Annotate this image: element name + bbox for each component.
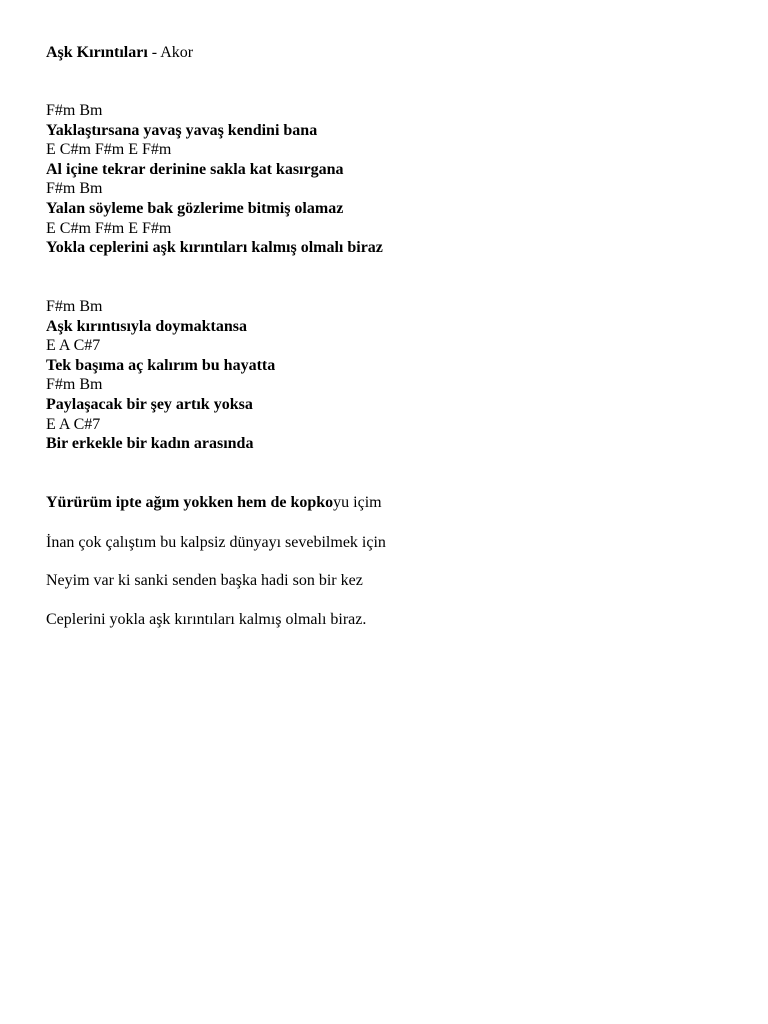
extra-lyric-1-regular: yu içim [333,494,382,511]
chord-line: E A C#7 [46,337,101,355]
song-name: Aşk Kırıntıları [46,44,148,61]
lyric-line: Tek başıma aç kalırım bu hayatta [46,356,276,374]
song-kind: Akor [160,44,194,61]
title-separator: - [147,44,161,61]
chord-line: E C#m F#m E F#m [46,141,172,159]
lyric-line: Paylaşacak bir şey artık yoksa [46,395,253,413]
lyric-line: Yalan söyleme bak gözlerime bitmiş olamaz [46,199,344,217]
extra-lyric-3: Neyim var ki sanki senden başka hadi son bir kez [46,572,363,589]
verse-2 [46,297,275,454]
chord-line: E C#m F#m E F#m [46,219,172,237]
extra-lyric-2: İnan çok çalıştım bu kalpsiz dünyayı sevebilmek için [46,534,386,551]
chord-line: E A C#7 [46,415,101,433]
lyric-line: Yaklaştırsana yavaş yavaş kendini bana [46,121,318,139]
lyric-line: Yokla ceplerini aşk kırıntıları kalmış olmalı biraz [46,239,383,257]
lyric-line: Bir erkekle bir kadın arasında [46,435,254,453]
lyric-line: Aşk kırıntısıyla doymaktansa [46,317,247,335]
chord-line: F#m Bm [46,376,103,394]
extra-lyric-4: Ceplerini yokla aşk kırıntıları kalmış olmalı biraz. [46,611,367,628]
song-title [46,43,193,63]
extra-lyric-1-bold: Yürürüm ipte ağım yokken hem de kopko [46,494,334,511]
chord-line: F#m Bm [46,298,103,315]
extra-lyric-1 [46,493,382,513]
chord-line: F#m Bm [46,102,103,119]
verse-1 [46,101,383,258]
lyric-line: Al içine tekrar derinine sakla kat kasırgana [46,160,344,178]
chord-line: F#m Bm [46,180,103,198]
